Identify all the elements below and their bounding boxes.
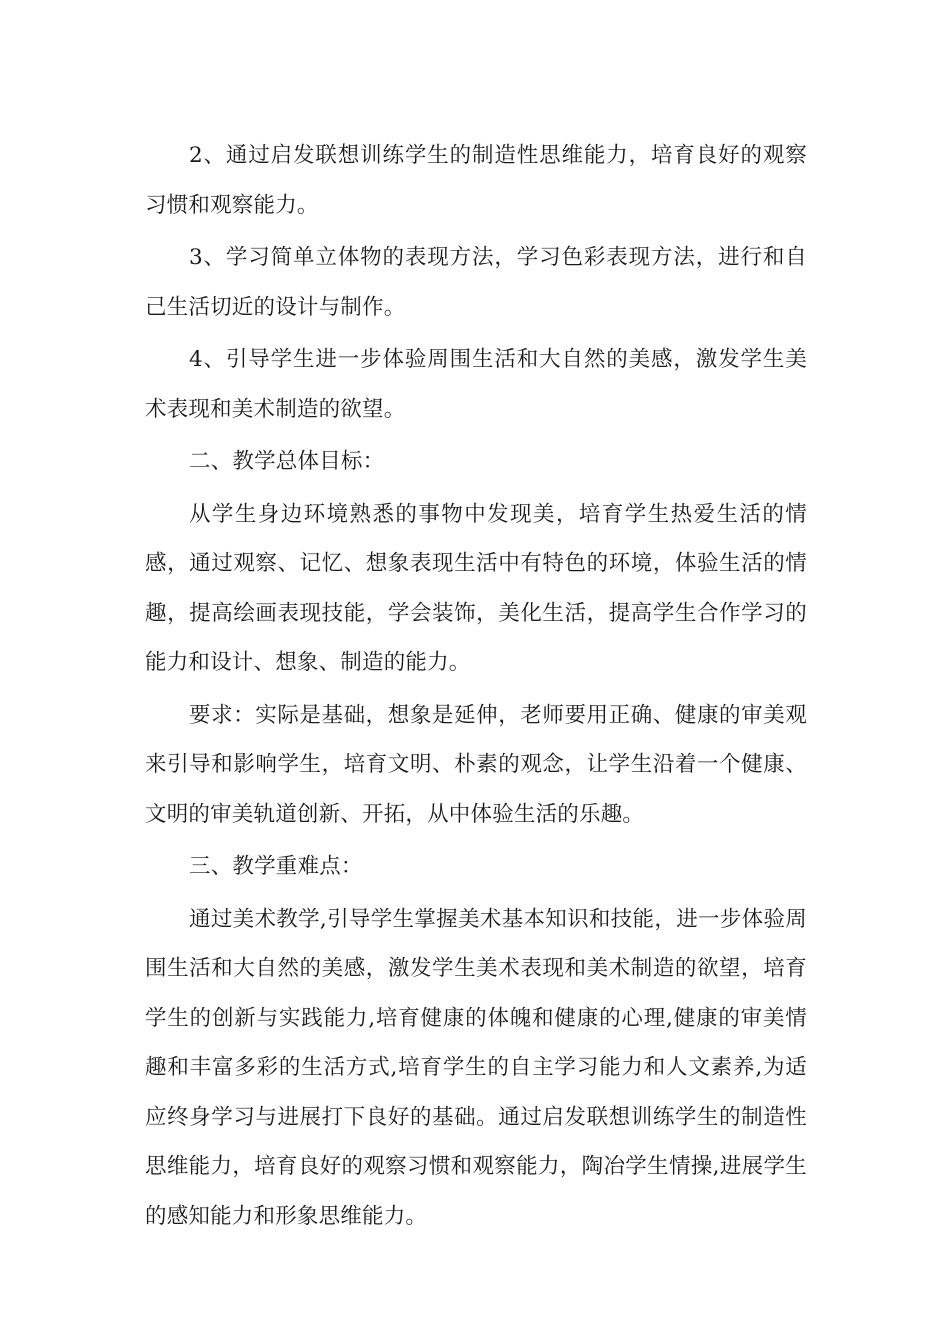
objective-3-paragraph: 3、学习简单立体物的表现方法，学习色彩表现方法，进行和自己生活切近的设计与制作。 (145, 245, 807, 320)
overall-goals-paragraph: 从学生身边环境熟悉的事物中发现美，培育学生热爱生活的情感，通过观察、记忆、想象表现生活中有特色的环境，体验生活的情趣，提高绘画表现技能，学会装饰，美化生活，提高学生合作学习的能力和设计、想象、制造的能力。 (145, 501, 807, 675)
requirements-paragraph: 要求：实际是基础，想象是延伸，老师要用正确、健康的审美观来引导和影响学生，培育文明、朴素的观念，让学生沿着一个健康、文明的审美轨道创新、开拓，从中体验生活的乐趣。 (145, 702, 807, 827)
section-heading-overall-goals: 二、教学总体目标： (189, 449, 385, 474)
key-points-paragraph: 通过美术教学,引导学生掌握美术基本知识和技能，进一步体验周围生活和大自然的美感，激发学生美术表现和美术制造的欲望，培育学生的创新与实践能力,培育健康的体魄和健康的心理,健康的审美情趣和丰富多彩的生活方式,培育学生的自主学习能力和人文素养,为适应终身学习与进展打下良好的基础。通过启发联想训练学生的制造性思维能力，培育良好的观察习惯和观察能力，陶冶学生情操,进展学生的感知能力和形象思维能力。 (145, 906, 807, 1229)
objective-2-paragraph: 2、通过启发联想训练学生的制造性思维能力，培育良好的观察习惯和观察能力。 (145, 143, 807, 218)
document-page (145, 131, 807, 1244)
objective-4-paragraph: 4、引导学生进一步体验周围生活和大自然的美感，激发学生美术表现和美术制造的欲望。 (145, 347, 807, 422)
section-heading-key-points: 三、教学重难点： (189, 854, 363, 879)
